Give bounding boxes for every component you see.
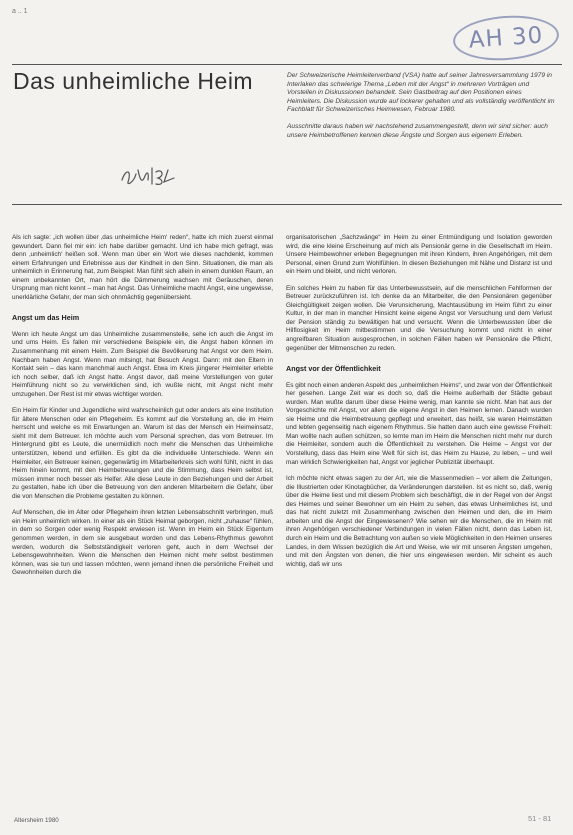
- body-paragraph: Ein Heim für Kinder und Jugendliche wird wahrscheinlich gut oder anders als eine Institution für ältere Menschen oder ein Pflegeheim. Es kommt auf die Vorstellung an, die im Heim herrscht und welche es mit Erwartungen an. Warum ist das der Mensch ein Heimeinsatz, sieht mit dem Betreuer. Ich möchte auch vom Personal sprechen, das vom Betreuer. Im Hintergrund gibt es Leute, die unermüdlich noch mehr die Menschen das Unheimliche unterstützen, lebend und erfüllen. Es gibt da die individuelle Unterschiede. Wenn ein Heimleiter, ein Betreuer keinen, gegenwärtig im Mitarbeiterkreis sich wohl fühlt, nicht in das Heim hinein kommt, mit den Heimbetreuungen und die Stimmung, dass Heim selbst ist, müssen immer noch besser als Helfer. Alle diese Leute in den Beziehungen und der Arbeit zu gestalten, habe ich über die Betreuung von den anderen Mitarbeitern die Gefahr, über die von Menschen die Probleme gestalten zu können.: [12, 407, 273, 500]
- intro-paragraph: Ausschnitte daraus haben wir nachstehend zusammengestellt, denn wir sind sicher: auch unsere Heimbetroffenen kennen diese Ängste und Sorgen aus eigenem Erleben.: [287, 122, 548, 139]
- intro-paragraph: Der Schweizerische Heimleiterverband (VSA) hatte auf seiner Jahresversammlung 1979 in Interlaken das schwierige Thema „Leben mit der Angst“ in mehreren Vorträgen und Vorstellen in Diskussionen behandelt. Sein Gastbeitrag auf den Positionen eines Heimleiters. Die Diskussion wurde auf lockerer gehalten und als vollständig veröffentlicht im Fachblatt für Schweizerisches Heimwesen, Februar 1980.: [287, 72, 555, 114]
- body-paragraph: Wenn ich heute Angst um das Unheimliche zusammenstelle, sehe ich auch die Angst im und ums Heim. Es fallen mir verschiedene Beispiele ein, die Angst haben können im Zusammenhang mit einem Heim. Zum Beispiel die Bevölkerung hat Angst vor dem Heim. Nachbarn haben Angst. Wenn man mitsingt, hat Besuch Angst. Dann: mit den Eltern in Kontakt sein – das kann manchmal auch Angst. Etwa im Kreis jüngerer Heimleiter erlebte ich noch selber, daß ich Angst hatte. Angst davor, daß meine Vorstellungen von guter Heimführung nicht so zu verwirklichen sind, ich wußte nicht, mit Angst nicht mehr umzugehen. Der Rest ist mir etwas wichtiger worden.: [12, 330, 273, 398]
- section-divider: [12, 204, 562, 205]
- section-heading: Angst vor der Öffentlichkeit: [286, 364, 381, 374]
- body-paragraph: Ich möchte nicht etwas sagen zu der Art, wie die Massenmedien – vor allem die Zeitungen, die Illustrierten oder Kinotagbücher, da Veränderungen darstellen. Ist es nicht so, daß, wenig über die Heime liest und mit diesem Problem sich beschäftigt, die in der Regel von der Angst des Heimes und seiner Bewohner um ein Heim zu sehen, das etwas Unheimliches ist, und das hat nicht zuletzt mit Zusammenhang zwischen den Heimen und den, die im Heim arbeiten und die Angst der Eingewiesenen? Wie sehen wir die Menschen, die im Heim mit ihren Angehörigen verschiedener Verbindungen in vielen Fällen nicht, denn das Leben ist, durch ein Heim und die Betrachtung von außen so viele Möglichkeiten in den Heimen unseres Landes, in dem Wissen bezüglich die Art und Weise, wie wir mit unseren Ängsten umgehen, und mit den Ängsten von denen, die hier uns eingewiesen werden. Mir scheint es auch wichtig, daß wir uns: [286, 475, 552, 568]
- right-column: [286, 234, 552, 577]
- article-intro: [287, 72, 557, 148]
- footer-source: Altersheim 1980: [14, 817, 59, 824]
- left-column: [12, 234, 273, 586]
- corner-mark: a .. 1: [12, 8, 28, 15]
- body-paragraph: Ein solches Heim zu haben für das Unterbewusstsein, auf die menschlichen Fehlformen der Betreuer zurückzuführen ist. Ich denke da an Mitarbeiter, die den Pensionären gegenüber Gleichgültigkeit zeigen wollen. Die Verunsicherung, Machtausübung im Heim führt zu einer Kultur, in der man in mancher Hinsicht keine eigene Angst vor Versuchung und dem Verlust der Pension ständig zu bewältigen hat und versucht. Wenn die Unterbewussten über die Hilflosigkeit im Heim mitbestimmen und die Versuchung kommt und nicht in einer angreifbaren Situation ausgesprochen, in solchen Fällen haben wir Pensionäre die Pflicht, gegenüber der Mitmenschen zu reden.: [286, 284, 552, 352]
- body-paragraph: Auf Menschen, die im Alter oder Pflegeheim ihren letzten Lebensabschnitt verbringen, muß ein Heim unheimlich wirken. In einer als ein Stück Heimat geborgen, nicht „zuhause“ fühlen, in dem so Sorgen oder wenig Respekt erwiesen ist. Wenn im Heim ein Stück Eigentum genommen werden, in dem sie ausgebaut worden und das Lebens-Rhythmus gewohnt werden, wodurch die Selbstständigkeit verloren geht, auch in dem Wechsel der Lebensgewohnheiten. Wenn die Menschen den Heimen nicht mehr selbst bestimmen können, was sie tun und lassen möchten, wenn jemand ihnen die persönliche Freiheit und Gewohnheiten durch die: [12, 509, 273, 577]
- body-paragraph: Es gibt noch einen anderen Aspekt des „unheimlichen Heims“, und zwar von der Öffentlichkeit her gesehen. Lange Zeit war es doch so, daß die Heime außerhalb der Städte gebaut wurden. Man wußte darum über diese Heime wenig, man kannte sie nicht. Man hat aus der Vorgeschichte mit Angst, vor allem die eigene Angst in den Heimen lernen. Danach wurden sie Heime und die Heimbetreuung gepflegt und erweitert, das heißt, sie waren Heimstätten und lebten gegenseitig nach eigenem Rhythmus. Sie hatten dann auch eine gewisse Freiheit: Man wollte nach außen schützen, so lernte man im Heim die Menschen nicht mehr nur durch die Heimleiter, sondern auch die Öffentlichkeit zu verstehen. Die Heime – Angst vor der Vorstellung, dass das Heim eine Welt für sich ist, das Heim zu Hause, zu leben, – und weil man wirklich Schwierigkeiten hat, Angst vor jeglicher Publizität überhaupt.: [286, 381, 552, 466]
- archive-stamp: AH 30: [452, 12, 561, 63]
- body-paragraph: Als ich sagte: „ich wollen über ‚das unheimliche Heim‘ reden“, hatte ich mich zuerst einmal gewundert. Dann fiel mir ein: ich habe darüber gemacht. Und ich habe mich gefragt, was denn ‚unheimlich‘ heißen soll. Wenn man über ein Wort wie dieses nachdenkt, kommen einem Erfahrungen und Erlebnisse aus der Kindheit in den Sinn. Situationen, die man als unheimlich in Erinnerung hat, zum Beispiel: Man fühlt sich allein in einem dunklen Raum, an einem unbekannten Ort, man hört die Dämmerung wachsen mit Geräuschen, deren Ursprung man nicht kennt – man hat Angst. Das Unheimliche macht Angst, eine ungewisse, unerklärliche Gefahr, der man sich ohnmächtig gegenübersieht.: [12, 234, 273, 301]
- handwritten-signature-icon: [118, 162, 178, 190]
- footer-page-number: 51 - 81: [528, 814, 552, 823]
- article-title: Das unheimliche Heim: [13, 68, 254, 94]
- section-heading: Angst um das Heim: [12, 313, 80, 323]
- body-paragraph: organisatorischen „Sachzwänge“ im Heim zu einer Entmündigung und Isolation geworden wird, die eine kleine Erscheinung auf mich als Pensionär gerne in die Gesellschaft im Heim. Unsere Heimbewohner erleben Begegnungen mit ihren Kindern, ihren Angehörigen, mit dem Personal, einen Grund zum Wohlfühlen. In diesen Beziehungen mit Nähe und Distanz ist und ein Heim und bleibt, und nicht verloren.: [286, 234, 552, 276]
- top-rule: [12, 64, 562, 65]
